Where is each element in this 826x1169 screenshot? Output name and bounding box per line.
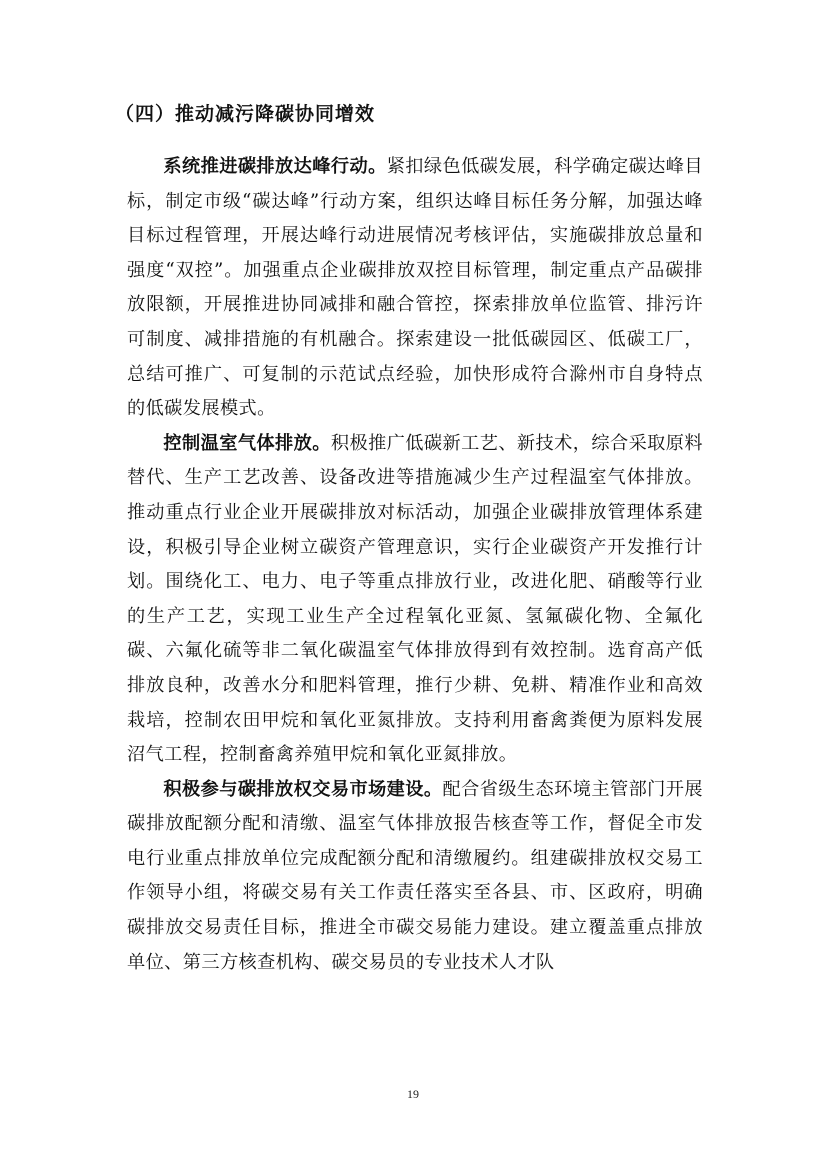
paragraph-body: 紧扣绿色低碳发展，科学确定碳达峰目标，制定市级“碳达峰”行动方案，组织达峰目标任务分解，加强达峰目标过程管理，开展达峰行动进展情况考核评估，实施碳排放总量和强度“双控”。加强重点企业碳排放双控目标管理，制定重点产品碳排放限额，开展推进协同减排和融合管控，探索排放单位监管、排污许可制度、减排措施的有机融合。探索建设一批低碳园区、低碳工厂，总结可推广、可复制的示范试点经验，加快形成符合滁州市自身特点的低碳发展模式。 [127,156,703,420]
section-heading: （四）推动减污降碳协同增效 [115,103,376,125]
document-page [115,96,703,980]
paragraph-carbon-peak [127,150,703,427]
paragraph-carbon-market [127,773,703,981]
paragraph-lead: 系统推进碳排放达峰行动。 [163,156,387,177]
paragraph-ghg-control [127,427,703,773]
paragraph-lead: 控制温室气体排放。 [163,432,331,454]
page-number: 19 [407,1087,419,1101]
paragraph-body: 配合省级生态环境主管部门开展碳排放配额分配和清缴、温室气体排放报告核查等工作，督促全市发电行业重点排放单位完成配额分配和清缴履约。组建碳排放权交易工作领导小组，将碳交易有关工作责任落实至各县、市、区政府，明确碳排放交易责任目标，推进全市碳交易能力建设。建立覆盖重点排放单位、第三方核查机构、碳交易员的专业技术人才队 [127,778,703,973]
paragraph-body: 积极推广低碳新工艺、新技术，综合采取原料替代、生产工艺改善、设备改进等措施减少生产过程温室气体排放。推动重点行业企业开展碳排放对标活动，加强企业碳排放管理体系建设，积极引导企业树立碳资产管理意识，实行企业碳资产开发推行计划。围绕化工、电力、电子等重点排放行业，改进化肥、硝酸等行业的生产工艺，实现工业生产全过程氧化亚氮、氢氟碳化物、全氟化碳、六氟化硫等非二氧化碳温室气体排放得到有效控制。选育高产低排放良种，改善水分和肥料管理，推行少耕、免耕、精准作业和高效栽培，控制农田甲烷和氧化亚氮排放。支持利用畜禽粪便为原料发展沼气工程，控制畜禽养殖甲烷和氧化亚氮排放。 [127,432,703,766]
paragraph-lead: 积极参与碳排放权交易市场建设。 [163,778,443,800]
